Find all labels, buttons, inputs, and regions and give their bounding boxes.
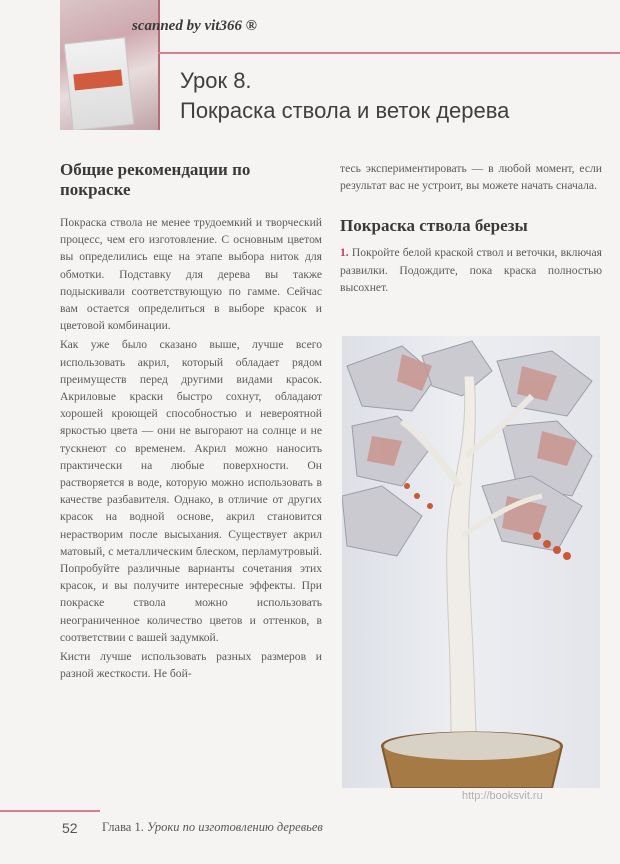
- section-heading-general: Общие рекомендации по покраске: [60, 160, 251, 199]
- step-text: Покройте белой краской ствол и веточки, включая развилки. Подождите, пока краска полностью высохнет.: [340, 246, 602, 294]
- right-column: [340, 160, 602, 296]
- chapter-footer: [102, 820, 323, 835]
- header-rule: [158, 52, 620, 54]
- step-1-paragraph: [340, 244, 602, 296]
- paragraph-1: Покраска ствола не менее трудоемкий и творческий процесс, чем его изготовление. С основным цветом вы определились еще на этапе выбора ниток для обмотки. Подставку для дерева вы также подыскивали соответствующую по гамме. Сейчас вам остается определиться в выборе красок и цветовой комбинации.: [60, 216, 322, 333]
- tree-photo: [342, 336, 600, 788]
- section-heading-birch: Покраска ствола березы: [340, 216, 528, 236]
- paragraph-2: Как уже было сказано выше, лучше всего использовать акрил, который обладает рядом преимуществ перед другими видами красок. Акриловые краски быстро сохнут, обладают хорошей кроющей способностью и невероятной яркостью цвета — они не выгорают на солнце и не тускнеют со временем. Акрил можно наносить практически на любые поверхности. Он растворяется в воде, которую можно использовать в качестве разбавителя. Однако, в отличие от других красок на водной основе, акрил становится нерастворим после высыхания. Существует акрил матовый, с металлическим блеском, перламутровый. Попробуйте различные варианты сочетания этих красок, и вы получите интересные эффекты. При покраске ствола можно использовать неограниченное количество цветов и оттенков, в соответствии с вашей задумкой.: [60, 338, 322, 644]
- continuation-paragraph: тесь экспериментировать — в любой момент, если результат вас не устроит, вы можете начать сначала.: [340, 162, 602, 193]
- lesson-title: [180, 66, 600, 126]
- step-number: 1.: [340, 246, 349, 260]
- left-column: [60, 160, 322, 682]
- paragraph-3: Кисти лучше использовать разных размеров и разной жесткости. Не бой-: [60, 650, 322, 681]
- footer-rule: [0, 810, 100, 812]
- page-number: 52: [62, 820, 78, 836]
- chapter-label: Глава 1.: [102, 820, 144, 834]
- watermark: http://booksvit.ru: [462, 790, 543, 802]
- scan-label: scanned by vit366 ®: [132, 18, 257, 34]
- birch-tree-illustration: [342, 336, 600, 788]
- lesson-number: Урок 8.: [180, 68, 252, 93]
- lesson-name: Покраска ствола и веток дерева: [180, 98, 510, 123]
- chapter-title: Уроки по изготовлению деревьев: [146, 820, 323, 834]
